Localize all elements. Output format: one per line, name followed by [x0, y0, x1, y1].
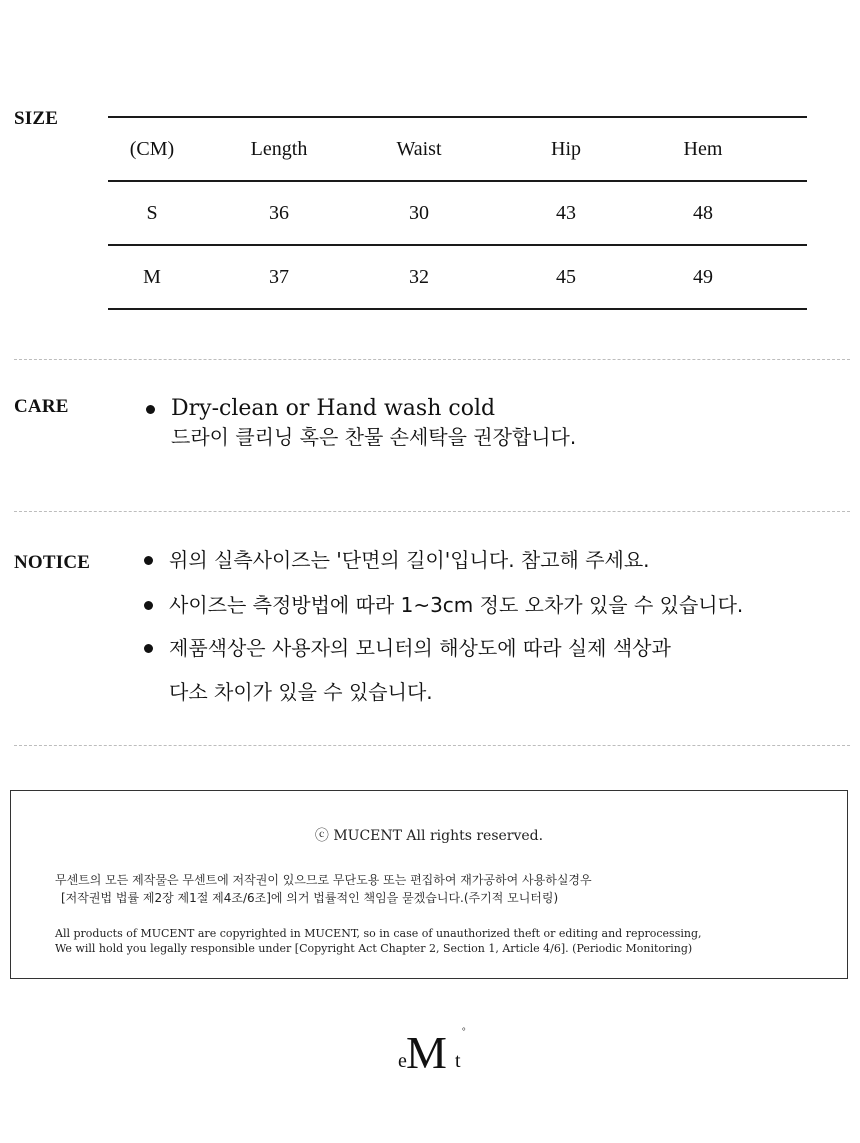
notice-item	[144, 634, 671, 662]
size-section-label: SIZE	[14, 108, 59, 129]
logo-degree-icon: °	[462, 1026, 466, 1036]
notice-text: 위의 실측사이즈는 '단면의 길이'입니다. 참고해 주세요.	[169, 548, 650, 572]
notice-continuation: 다소 차이가 있을 수 있습니다.	[169, 680, 433, 704]
section-divider	[14, 359, 850, 360]
row-hip: 45	[556, 265, 576, 288]
care-item	[146, 395, 576, 451]
table-rule	[108, 308, 807, 310]
header-waist: Waist	[396, 137, 442, 160]
row-hem: 48	[693, 201, 713, 224]
row-size: M	[143, 265, 161, 288]
header-hip: Hip	[551, 137, 581, 160]
bullet-icon	[146, 405, 155, 414]
header-cm: (CM)	[129, 137, 175, 160]
notice-item	[144, 546, 650, 574]
copyright-notice: ⓒ MUCENT All rights reserved.	[314, 828, 544, 844]
header-hem: Hem	[683, 137, 723, 160]
copyright-english-line2: We will hold you legally responsible under [Copyright Act Chapter 2, Section 1, Article 4/6]. (Periodic Monitoring)	[55, 942, 693, 955]
row-size: S	[146, 201, 158, 224]
table-row	[108, 246, 807, 308]
table-row	[108, 182, 807, 244]
row-waist: 30	[409, 201, 429, 224]
logo-right-letter: t	[455, 1050, 461, 1072]
brand-logo	[398, 1026, 468, 1080]
care-english: Dry-clean or Hand wash cold	[171, 396, 496, 421]
copyright-box	[10, 790, 848, 979]
row-length: 36	[269, 201, 289, 224]
row-length: 37	[269, 265, 289, 288]
notice-text: 제품색상은 사용자의 모니터의 해상도에 따라 실제 색상과	[169, 636, 671, 660]
logo-left-letter: e	[398, 1050, 407, 1072]
logo-center-letter: M	[406, 1027, 447, 1078]
care-section-label: CARE	[14, 396, 69, 417]
size-table	[108, 116, 807, 310]
copyright-english-line1: All products of MUCENT are copyrighted in MUCENT, so in case of unauthorized theft or editing and reprocessing,	[55, 927, 702, 940]
row-hip: 43	[556, 201, 576, 224]
notice-item	[144, 591, 743, 619]
copyright-korean-line1: 무센트의 모든 제작물은 무센트에 저작권이 있으므로 무단도용 또는 편집하여 재가공하여 사용하실경우	[55, 873, 592, 887]
table-header-row	[108, 118, 807, 180]
row-hem: 49	[693, 265, 713, 288]
bullet-icon	[144, 556, 153, 565]
copyright-korean-line2: [저작권법 법률 제2장 제1절 제4조/6조]에 의거 법률적인 책임을 묻겠습니다.(주기적 모니터링)	[61, 891, 559, 905]
notice-text: 사이즈는 측정방법에 따라 1~3cm 정도 오차가 있을 수 있습니다.	[169, 593, 744, 617]
notice-section-label: NOTICE	[14, 552, 91, 573]
header-length: Length	[250, 137, 308, 160]
bullet-icon	[144, 601, 153, 610]
care-korean: 드라이 클리닝 혹은 찬물 손세탁을 권장합니다.	[171, 425, 577, 449]
row-waist: 32	[409, 265, 429, 288]
section-divider	[14, 511, 850, 512]
bullet-icon	[144, 644, 153, 653]
section-divider	[14, 745, 850, 746]
